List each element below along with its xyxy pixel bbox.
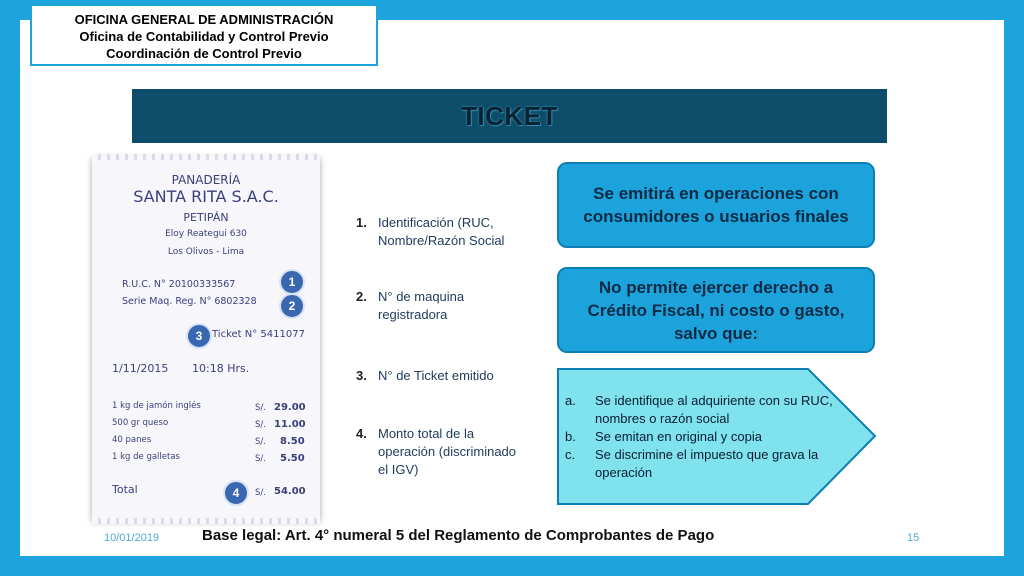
receipt-item-desc: 1 kg de jamón inglés	[112, 401, 201, 411]
marker-3: 3	[186, 323, 212, 349]
receipt-item-amount: 8.50	[280, 436, 305, 447]
receipt-item-desc: 40 panes	[112, 435, 152, 445]
condition-text: Se discrimine el impuesto que grava la operación	[595, 447, 819, 480]
info-box-consumers: Se emitirá en operaciones con consumidores o usuarios finales	[557, 162, 875, 248]
condition-letter: b.	[565, 429, 576, 444]
receipt-image	[92, 157, 320, 521]
slide-title: TICKET	[461, 101, 558, 131]
list-text: N° de maquina registradora	[378, 289, 465, 322]
receipt-item-amount: 5.50	[280, 453, 305, 464]
list-number: 3.	[356, 368, 367, 383]
condition-item	[565, 392, 835, 428]
receipt-line-2: SANTA RITA S.A.C.	[133, 187, 279, 206]
receipt-item-amount: 29.00	[274, 402, 306, 413]
receipt-ruc: R.U.C. N° 20100333567	[122, 279, 236, 290]
receipt-edge-top	[92, 154, 320, 160]
list-number: 1.	[356, 215, 367, 230]
conditions-arrow	[557, 368, 877, 505]
marker-4: 4	[223, 480, 249, 506]
list-number: 2.	[356, 289, 367, 304]
receipt-item-amount: 11.00	[274, 419, 306, 430]
receipt-total-currency: S/.	[255, 488, 266, 498]
receipt-line-4: Eloy Reategui 630	[165, 229, 247, 239]
condition-text: Se emitan en original y copia	[595, 429, 762, 444]
marker-2: 2	[279, 293, 305, 319]
receipt-ticket-number: Ticket N° 5411077	[212, 329, 305, 340]
receipt-item-currency: S/.	[255, 454, 266, 464]
condition-text: Se identifique al adquiriente con su RUC, nombres o razón social	[595, 393, 833, 426]
condition-item	[565, 446, 835, 482]
receipt-serie: Serie Maq. Reg. N° 6802328	[122, 296, 257, 307]
header-line-1: OFICINA GENERAL DE ADMINISTRACIÓN	[74, 12, 334, 27]
receipt-item-currency: S/.	[255, 420, 266, 430]
info-box-credit: No permite ejercer derecho a Crédito Fiscal, ni costo o gasto, salvo que:	[557, 267, 875, 353]
receipt-line-5: Los Olivos - Lima	[167, 247, 245, 257]
condition-letter: c.	[565, 447, 576, 462]
conditions-list	[565, 392, 835, 482]
receipt-total-label: Total	[112, 483, 138, 496]
condition-item	[565, 428, 835, 446]
list-text: Identificación (RUC, Nombre/Razón Social	[378, 215, 505, 248]
header-line-2: Oficina de Contabilidad y Control Previo	[79, 29, 329, 44]
marker-1: 1	[279, 269, 305, 295]
receipt-total-amount: 54.00	[274, 486, 306, 497]
receipt-time: 10:18 Hrs.	[192, 362, 250, 375]
title-bar	[132, 89, 887, 143]
list-number: 4.	[356, 426, 367, 441]
receipt-line-1: PANADERÍA	[171, 173, 241, 187]
receipt-item-currency: S/.	[255, 437, 266, 447]
receipt-item-desc: 1 kg de galletas	[112, 452, 180, 462]
page-number: 15	[907, 532, 920, 544]
footer-date: 10/01/2019	[104, 532, 160, 544]
receipt-item-currency: S/.	[255, 403, 266, 413]
receipt-line-3: PETIPÁN	[183, 211, 229, 224]
receipt-date: 1/11/2015	[112, 362, 169, 375]
condition-letter: a.	[565, 393, 576, 408]
footer-legal-basis: Base legal: Art. 4° numeral 5 del Reglamento de Comprobantes de Pago	[202, 527, 715, 544]
receipt-edge-bottom	[92, 518, 320, 524]
list-text: N° de Ticket emitido	[378, 368, 494, 383]
header-box	[30, 4, 378, 66]
receipt-item-desc: 500 gr queso	[112, 418, 169, 428]
list-text: Monto total de la operación (discriminado el IGV)	[378, 426, 517, 477]
header-line-3: Coordinación de Control Previo	[106, 46, 302, 61]
